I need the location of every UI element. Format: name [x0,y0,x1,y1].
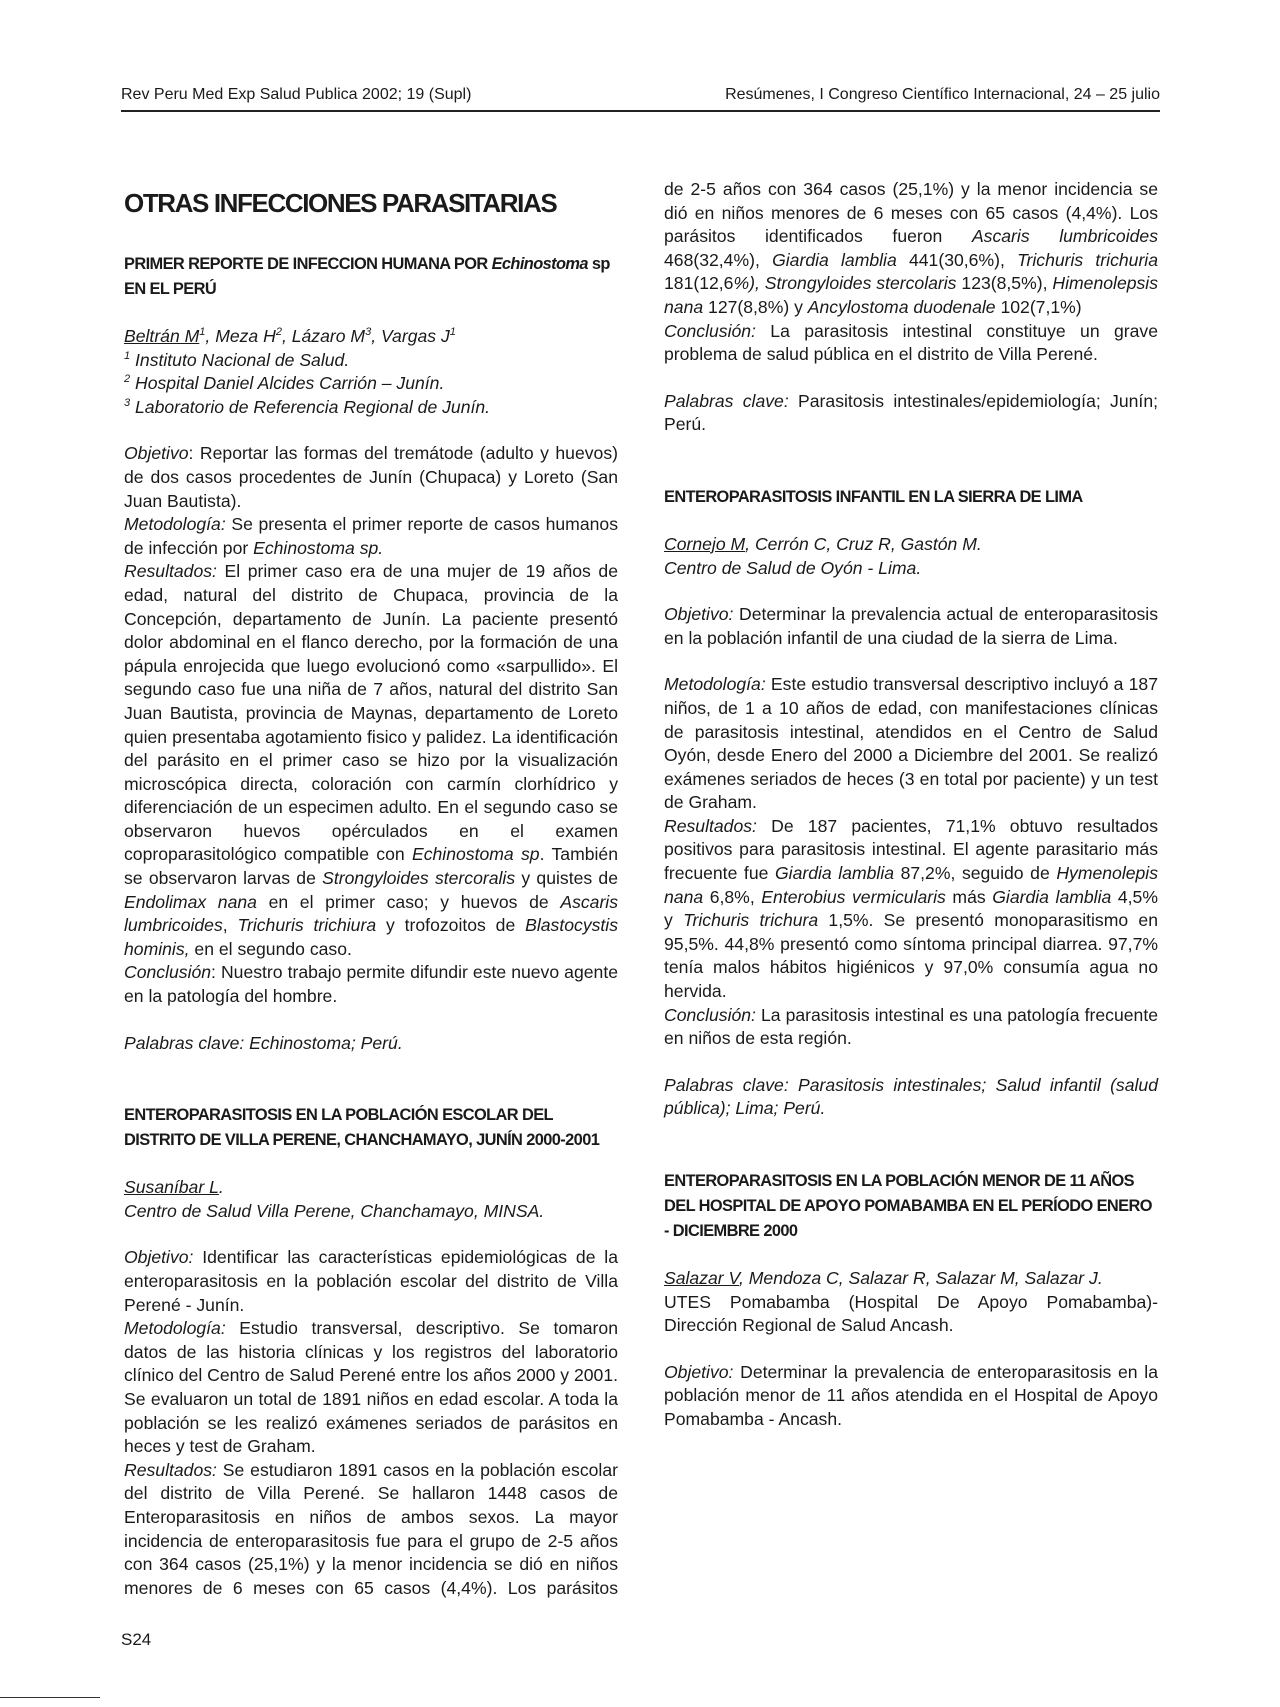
left-column [124,178,618,1602]
abstract-1-affiliation-2: $^2$ Hospital Daniel Alcides Carrión – Junín. [124,373,445,394]
abstract-2-authors: Susaníbar L. [124,1177,224,1198]
footer-rule [0,1697,100,1698]
congress-citation: Resúmenes, I Congreso Científico Internacional, 24 – 25 julio [725,86,1160,103]
abstract-2-results: Resultados: Se estudiaron 1891 casos en la población escolar del distrito de Villa Perené. Se hallaron 1448 casos de Enteroparasitosis en niños de ambos sexos. La mayor incidencia de enteroparasitosis fue para el grupo de 2-5 años con 364 casos (25,1%) y la menor incidencia se dió en niños menores de 6 meses con 65 casos (4,4%). Los parásitos [124,1459,618,1598]
abstract-1-methods: Metodología: Se presenta el primer reporte de casos humanos de infección por Echinostoma sp. [124,514,618,558]
abstract-2-methods: Metodología: Estudio transversal, descriptivo. Se tomaron datos de las historia clínicas y los registros del laboratorio clínico del Centro de Salud Perené entre los años 2000 y 2001. Se evaluaron un total de 1891 niños en edad escolar. A toda la población se les realizó exámenes seriados de parásitos en heces y test de Graham. [124,1318,618,1457]
abstract-2-title: ENTEROPARASITOSIS EN LA POBLACIÓN ESCOLAR DEL DISTRITO DE VILLA PERENE, CHANCHAMAYO, JUNÍN 2000-2001 [124,1106,600,1150]
right-column [664,178,1158,1432]
abstract-2-affiliation: Centro de Salud Villa Perene, Chanchamayo, MINSA. [124,1200,545,1221]
abstract-4-authors: Salazar V, Mendoza C, Salazar R, Salazar M, Salazar J. [664,1268,1103,1288]
abstract-1-results: Resultados: El primer caso era de una mujer de 19 años de edad, natural del distrito de Chupaca, provincia de la Concepción, departamento de Junín. La paciente presentó dolor abdominal en el flanco derecho, por la formación de una pápula enrojecida que luego evolucionó como «sarpullido». El segundo caso fue una niña de 7 años, natural del distrito San Juan Bautista, provincia de Maynas, departamento de Loreto quien presentaba agotamiento fisico y palidez. La identificación del parásito en el primer caso se hizo por la visualización microscópica directa, coloración con carmín clorhídrico y diferenciación de un especimen adulto. En el segundo caso se observaron huevos opérculados en el examen coproparasitológico compatible con Echinostoma sp. También se observaron larvas de Strongyloides stercoralis y quistes de Endolimax nana en el primer caso; y huevos de Ascaris lumbricoides, Trichuris trichiura y trofozoitos de Blastocystis hominis, en el segundo caso. [124,561,619,959]
abstract-2-results-continued: de 2-5 años con 364 casos (25,1%) y la menor incidencia se dió en niños menores de 6 meses con 65 casos (4,4%). Los parásitos identificados fueron Ascaris lumbricoides 468(32,4%), Giardia lamblia 441(30,6%), Trichuris trichuria 181(12,6%), Strongyloides stercolaris 123(8,5%), Himenolepsis nana 127(8,8%) y Ancylostoma duodenale 102(7,1%) [664,179,1159,317]
running-header [121,86,1160,112]
abstract-4-affiliation: UTES Pomabamba (Hospital De Apoyo Pomabamba)- Dirección Regional de Salud Ancash. [664,1291,1158,1336]
abstract-1-affiliation-3: $^3$ Laboratorio de Referencia Regional de Junín. [124,396,491,417]
abstract-2-objective: Objetivo: Identificar las características epidemiológicas de la enteroparasitosis en la población escolar del distrito de Villa Perené - Junín. [124,1247,618,1315]
abstract-3-objective: Objetivo: Determinar la prevalencia actual de enteroparasitosis en la población infantil de una ciudad de la sierra de Lima. [664,604,1158,648]
abstract-3-affiliation: Centro de Salud de Oyón - Lima. [664,557,922,578]
abstract-3-keywords: Palabras clave: Parasitosis intestinales; Salud infantil (salud pública); Lima; Perú. [664,1074,1158,1119]
journal-citation: Rev Peru Med Exp Salud Publica 2002; 19 (Supl) [121,86,472,103]
abstract-4-title: ENTEROPARASITOSIS EN LA POBLACIÓN MENOR DE 11 AÑOS DEL HOSPITAL DE APOYO POMABAMBA EN EL PERÍODO ENERO - DICIEMBRE 2000 [664,1172,1152,1240]
abstract-3-results: Resultados: De 187 pacientes, 71,1% obtuvo resultados positivos para parasitosis intestinal. El agente parasitario más frecuente fue Giardia lamblia 87,2%, seguido de Hymenolepis nana 6,8%, Enterobius vermicularis más Giardia lamblia 4,5% y Trichuris trichura 1,5%. Se presentó monoparasitismo en 95,5%. 44,8% presentó como síntoma principal diarrea. 97,7% tenía malos hábitos higiénicos y 97,0% consumía agua no hervida. [664,815,1159,1002]
abstract-2-keywords: Palabras clave: Parasitosis intestinales/epidemiología; Junín; Perú. [664,390,1158,435]
abstract-1-authors: Beltrán $M^1$, Meza $H^2$, Lázaro $M^3$, Vargas $J^1$ [124,326,456,346]
abstract-1-conclusion: Conclusión: Nuestro trabajo permite difundir este nuevo agente en la patología del hombre. [124,962,618,1007]
abstract-1-affiliation-1: $^1$ Instituto Nacional de Salud. [124,349,350,370]
abstract-2-conclusion: Conclusión: La parasitosis intestinal constituye un grave problema de salud pública en el distrito de Villa Perené. [664,320,1158,365]
abstract-4-objective: Objetivo: Determinar la prevalencia de enteroparasitosis en la población menor de 11 años atendida en el Hospital de Apoyo Pomabamba - Ancash. [664,1361,1158,1429]
abstract-1-objective: Objetivo: Reportar las formas del tremátode (adulto y huevos) de dos casos procedentes de Junín (Chupaca) y Loreto (San Juan Bautista). [124,443,618,511]
page-number: S24 [121,1630,152,1649]
abstract-3-authors: Cornejo M, Cerrón C, Cruz R, Gastón M. [664,533,982,554]
abstract-1-keywords: Palabras clave: Echinostoma; Perú. [124,1032,403,1053]
abstract-1-title: PRIMER REPORTE DE INFECCION HUMANA POR Echinostoma sp EN EL PERÚ [124,255,610,298]
section-title: OTRAS INFECCIONES PARASITARIAS [124,188,557,218]
abstract-3-title: ENTEROPARASITOSIS INFANTIL EN LA SIERRA DE LIMA [664,487,1083,506]
abstract-3-methods: Metodología: Este estudio transversal descriptivo incluyó a 187 niños, de 1 a 10 años de edad, con manifestaciones clínicas de parasitosis intestinal, atendidos en el Centro de Salud Oyón, desde Enero del 2000 a Diciembre del 2001. Se realizó exámenes seriados de heces (3 en total por paciente) y un test de Graham. [664,674,1158,813]
abstract-3-conclusion: Conclusión: La parasitosis intestinal es una patología frecuente en niños de esta región. [664,1004,1158,1049]
